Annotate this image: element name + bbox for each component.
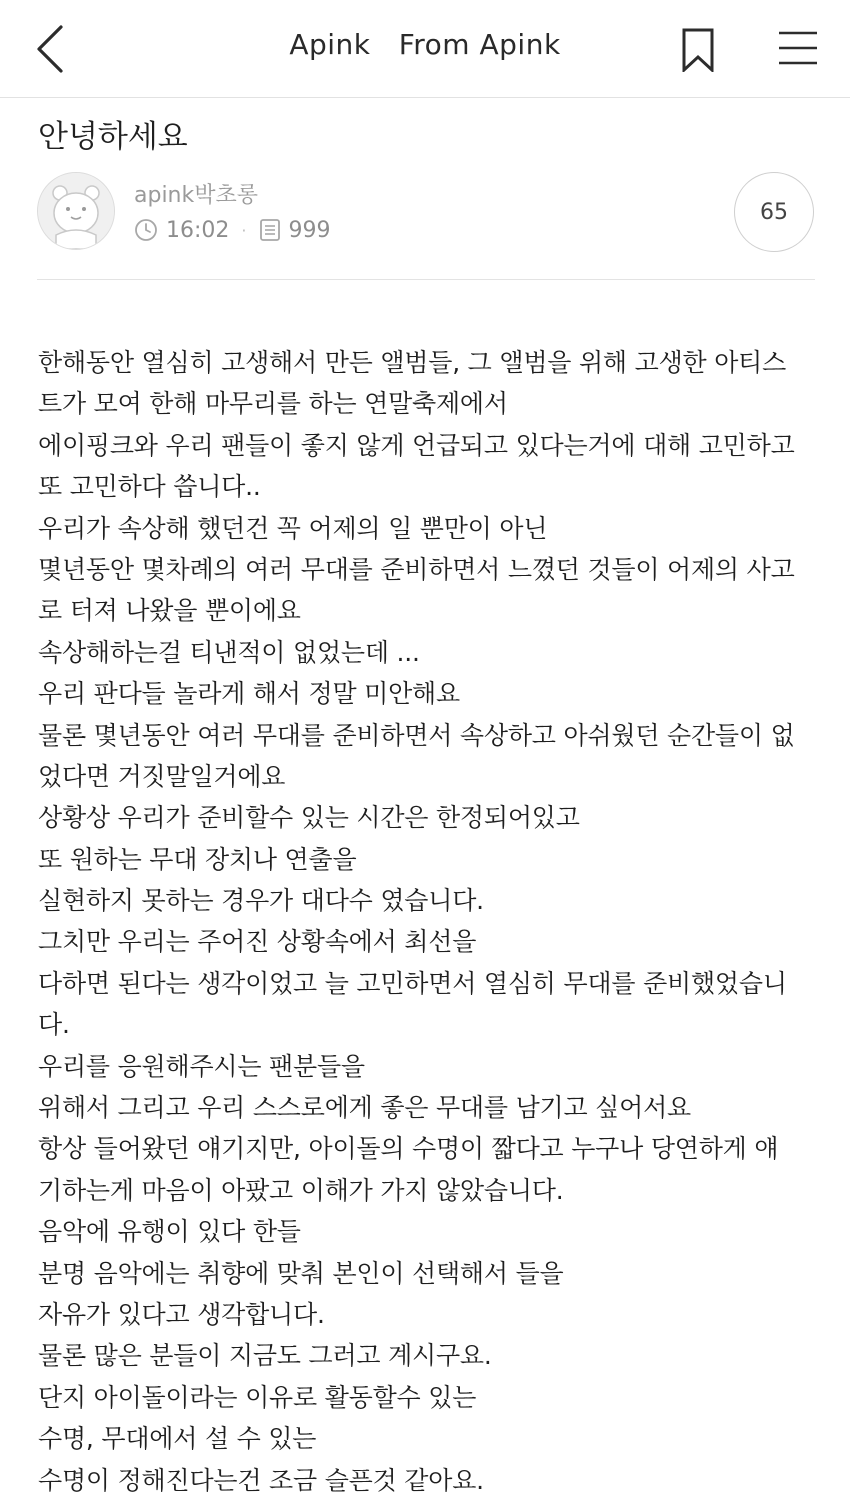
body-line: 로 터져 나왔을 뿐이에요	[38, 596, 301, 626]
body-line: 었다면 거짓말일거에요	[38, 761, 286, 791]
body-line: 물론 많은 분들이 지금도 그러고 계시구요.	[38, 1341, 492, 1371]
clock-icon	[134, 218, 158, 242]
body-line: 수명이 정해진다는건 조금 슬픈것 같아요.	[38, 1465, 484, 1495]
body-line: 수명, 무대에서 설 수 있는	[38, 1424, 317, 1454]
body-line: 또 원하는 무대 장치나 연출을	[38, 844, 357, 874]
body-line: 상황상 우리가 준비할수 있는 시간은 한정되어있고	[38, 803, 580, 833]
back-button[interactable]	[24, 18, 76, 80]
body-line: 다하면 된다는 생각이었고 늘 고민하면서 열심히 무대를 준비했었습니	[38, 968, 787, 998]
body-line: 트가 모여 한해 마무리를 하는 연말축제에서	[38, 389, 508, 419]
body-line: 에이핑크와 우리 팬들이 좋지 않게 언급되고 있다는거에 대해 고민하고	[38, 430, 795, 460]
board-title: Apink From Apink	[289, 28, 561, 61]
body-line: 기하는게 마음이 아팠고 이해가 가지 않았습니다.	[38, 1175, 564, 1205]
hamburger-menu-icon	[778, 30, 818, 66]
body-line: 우리를 응원해주시는 팬분들을	[38, 1051, 365, 1081]
body-line: 한해동안 열심히 고생해서 만든 앨범들, 그 앨범을 위해 고생한 아티스	[38, 348, 787, 377]
body-line: 위해서 그리고 우리 스스로에게 좋은 무대를 남기고 싶어서요	[38, 1093, 691, 1123]
comment-count-button[interactable]: 65	[734, 172, 814, 252]
post-meta	[134, 214, 331, 246]
menu-button[interactable]	[770, 22, 826, 74]
top-app-bar	[0, 0, 850, 98]
body-line: 음악에 유행이 있다 한들	[38, 1217, 301, 1247]
body-line: 우리가 속상해 했던건 꼭 어제의 일 뿐만이 아닌	[38, 513, 548, 543]
meta-separator: ·	[241, 220, 247, 240]
bookmark-button[interactable]	[672, 20, 724, 80]
post-title: 안녕하세요	[38, 119, 188, 155]
body-line: 몇년동안 몇차례의 여러 무대를 준비하면서 느꼈던 것들이 어제의 사고	[38, 554, 795, 584]
author-avatar[interactable]	[37, 172, 115, 250]
post-time: 16:02	[166, 217, 230, 243]
author-name[interactable]: apink박초롱	[134, 183, 258, 208]
post-body	[38, 342, 828, 1501]
body-line: 우리 판다들 놀라게 해서 정말 미안해요	[38, 679, 460, 709]
body-line: 자유가 있다고 생각합니다.	[38, 1299, 325, 1329]
body-line: 물론 몇년동안 여러 무대를 준비하면서 속상하고 아쉬웠던 순간들이 없	[38, 720, 795, 750]
body-line: 속상해하는걸 티낸적이 없었는데 ...	[38, 637, 420, 667]
chevron-left-icon	[35, 24, 65, 74]
body-line: 항상 들어왔던 얘기지만, 아이돌의 수명이 짧다고 누구나 당연하게 얘	[38, 1134, 779, 1164]
bookmark-icon	[681, 28, 715, 72]
body-line: 다.	[38, 1010, 70, 1040]
body-line: 분명 음악에는 취향에 맞춰 본인이 선택해서 들을	[38, 1258, 564, 1288]
body-line: 그치만 우리는 주어진 상황속에서 최선을	[38, 927, 477, 957]
views-icon	[259, 218, 281, 242]
body-line: 또 고민하다 씁니다..	[38, 472, 261, 502]
body-line: 실현하지 못하는 경우가 대다수 였습니다.	[38, 886, 484, 916]
view-count: 999	[288, 217, 331, 243]
bear-avatar-icon	[38, 173, 114, 249]
header-divider	[37, 279, 815, 280]
body-line: 단지 아이돌이라는 이유로 활동할수 있는	[38, 1382, 477, 1412]
